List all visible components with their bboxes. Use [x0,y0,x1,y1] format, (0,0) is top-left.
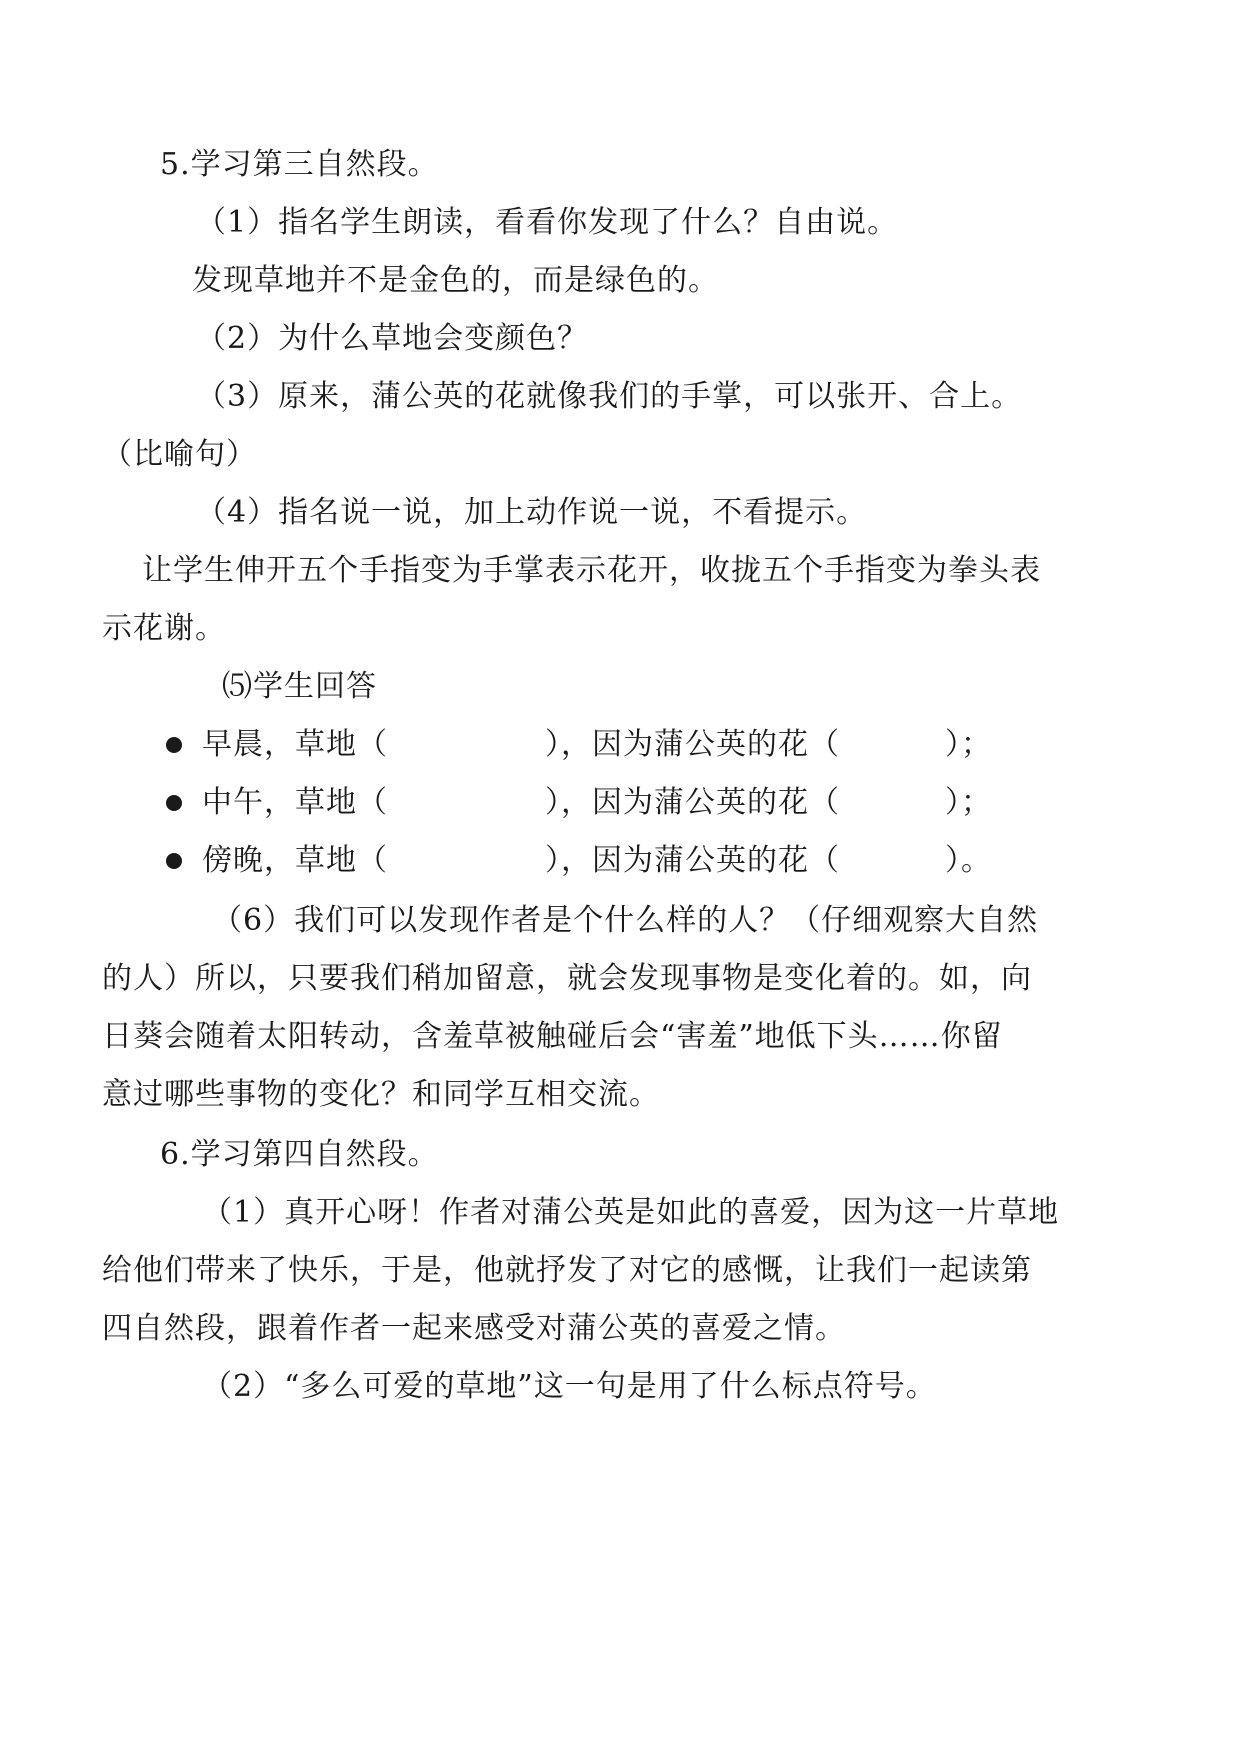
bullet-icon [166,853,182,869]
paragraph-line: 四自然段，跟着作者一起来感受对蒲公英的喜爱之情。 [102,1311,846,1346]
fill-mid: ），因为蒲公英的花（ [545,843,840,878]
fill-time: 早晨，草地（ [202,727,388,762]
fill-end: ）； [945,727,992,762]
fill-time: 中午，草地（ [202,785,388,820]
fill-end: ）； [945,785,992,820]
fill-mid: ），因为蒲公英的花（ [545,727,840,762]
paragraph-line: 让学生伸开五个手指变为手掌表示花开，收拢五个手指变为拳头表 [142,553,1041,588]
fill-row [0,841,1241,881]
paragraph-line: 意过哪些事物的变化？和同学互相交流。 [102,1077,660,1112]
paragraph-line: （4）指名说一说，加上动作说一说，不看提示。 [196,495,868,530]
paragraph-line: 示花谢。 [102,611,226,646]
paragraph-line: ⑸学生回答 [222,669,377,704]
bullet-icon [166,795,182,811]
fill-row [0,783,1241,823]
paragraph-line: （2）“多么可爱的草地”这一句是用了什么标点符号。 [202,1369,937,1404]
section-heading-6: 6.学习第四自然段。 [160,1137,439,1172]
bullet-icon [166,737,182,753]
paragraph-line: 给他们带来了快乐，于是，他就抒发了对它的感慨，让我们一起读第 [102,1253,1032,1288]
section-heading-5: 5.学习第三自然段。 [160,147,439,182]
paragraph-line: 发现草地并不是金色的，而是绿色的。 [192,263,719,298]
paragraph-line: 的人）所以，只要我们稍加留意，就会发现事物是变化着的。如，向 [102,961,1032,996]
fill-row [0,725,1241,765]
paragraph-line: （1）真开心呀！作者对蒲公英是如此的喜爱，因为这一片草地 [202,1195,1060,1230]
paragraph-line: 日葵会随着太阳转动，含羞草被触碰后会“害羞”地低下头……你留 [102,1019,1003,1054]
fill-time: 傍晚，草地（ [202,843,388,878]
paragraph-line: （比喻句） [102,437,257,472]
paragraph-line: （2）为什么草地会变颜色？ [196,321,589,356]
fill-end: ）。 [945,843,992,878]
paragraph-line: （6）我们可以发现作者是个什么样的人？（仔细观察大自然 [212,903,1039,938]
fill-mid: ），因为蒲公英的花（ [545,785,840,820]
paragraph-line: （3）原来，蒲公英的花就像我们的手掌，可以张开、合上。 [196,379,1023,414]
paragraph-line: （1）指名学生朗读，看看你发现了什么？自由说。 [196,205,899,240]
